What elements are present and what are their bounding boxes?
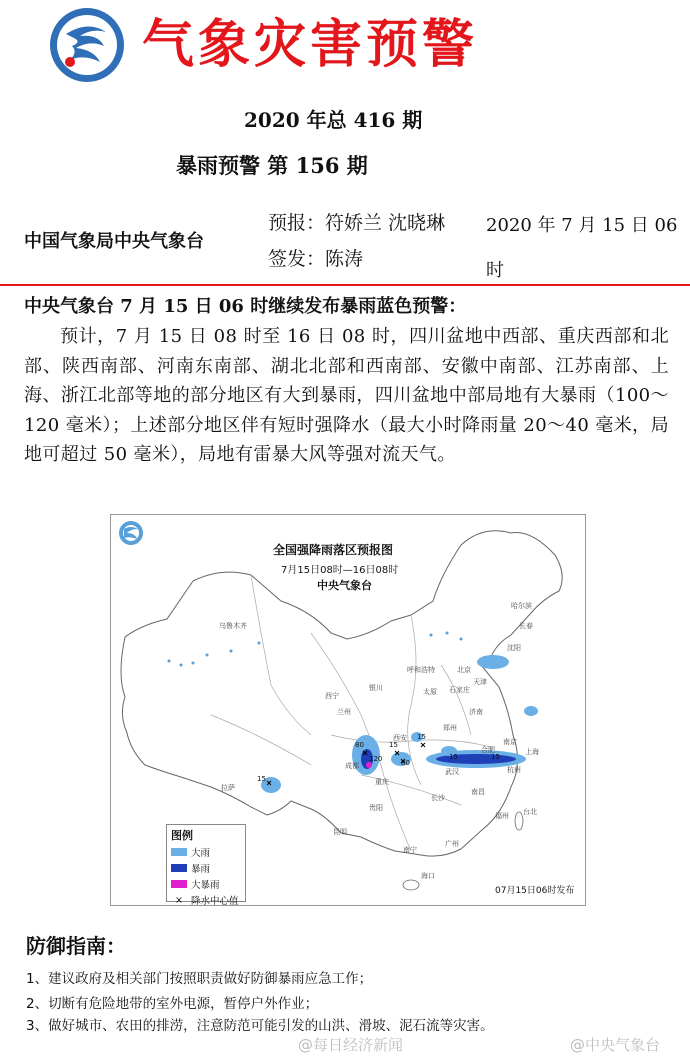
place-label: 郑州 (443, 724, 457, 732)
legend-item: 暴雨 (171, 861, 241, 875)
place-label: 成都 (345, 762, 359, 770)
place-label: 武汉 (445, 768, 459, 776)
place-label: 兰州 (337, 708, 351, 716)
place-label: 天津 (473, 678, 487, 686)
center-value: 15 (491, 753, 500, 761)
place-label: 贵阳 (369, 804, 383, 812)
guidance-item: 3、做好城市、农田的排涝，注意防范可能引发的山洪、滑坡、泥石流等灾害。 (26, 1018, 494, 1034)
place-label: 合肥 (481, 746, 495, 754)
place-label: 重庆 (375, 778, 389, 786)
center-value: 120 (369, 755, 383, 763)
cma-logo-icon (48, 6, 126, 84)
guidance-item: 1、建议政府及相关部门按照职责做好防御暴雨应急工作； (26, 971, 373, 987)
place-label: 太原 (423, 688, 437, 696)
center-value: 15 (389, 741, 398, 749)
watermark: @中央气象台 (570, 1036, 661, 1054)
place-label: 哈尔滨 (511, 602, 532, 610)
place-label: 呼和浩特 (407, 666, 435, 674)
place-label: 福州 (495, 812, 509, 820)
legend-item: 大暴雨 (171, 877, 241, 891)
place-label: 长沙 (431, 794, 445, 802)
place-label: 石家庄 (449, 686, 470, 694)
issuing-agency: 中国气象局中央气象台 (24, 231, 204, 252)
forecaster-line: 预报：符娇兰 沈晓琳 (268, 212, 446, 234)
place-label: 西宁 (325, 692, 339, 700)
place-label: 济南 (469, 708, 483, 716)
place-label: 拉萨 (221, 784, 235, 792)
guidance-heading: 防御指南： (26, 934, 126, 958)
header-divider (0, 284, 690, 286)
legend-title: 图例 (171, 829, 193, 842)
place-label: 杭州 (507, 766, 521, 774)
center-value: 15 (417, 733, 426, 741)
map-publish-time: 07月15日06时发布 (495, 886, 575, 896)
bulletin-lead: 中央气象台 7 月 15 日 06 时继续发布暴雨蓝色预警： (24, 296, 467, 317)
place-label: 北京 (457, 666, 471, 674)
place-label: 广州 (445, 840, 459, 848)
place-label: 乌鲁木齐 (219, 622, 247, 630)
center-value: 80 (355, 741, 364, 749)
watermark: @每日经济新闻 (298, 1036, 404, 1054)
map-legend (166, 824, 246, 907)
map-source: 中央气象台 (317, 579, 372, 592)
center-value: 15 (257, 775, 266, 783)
warning-banner-title: 气象灾害预警 (142, 14, 479, 75)
issue-number: 2020 年总 416 期 (244, 108, 423, 132)
place-label: 南昌 (471, 788, 485, 796)
place-label: 台北 (523, 808, 537, 816)
warning-number: 暴雨预警 第 156 期 (176, 153, 368, 178)
center-value: 15 (449, 753, 458, 761)
place-label: 西安 (393, 734, 407, 742)
map-title: 全国强降雨落区预报图 (273, 543, 394, 557)
legend-item: × 降水中心值 (171, 893, 241, 907)
signer-line: 签发：陈涛 (268, 248, 364, 270)
place-label: 长春 (519, 622, 533, 630)
place-label: 上海 (525, 748, 539, 756)
place-label: 银川 (369, 684, 383, 692)
guidance-item: 2、切断有危险地带的室外电源，暂停户外作业； (26, 996, 319, 1012)
center-value: 80 (401, 759, 410, 767)
heavy-rain-swatch (171, 848, 187, 856)
rainstorm-swatch (171, 864, 187, 872)
place-label: 昆明 (333, 828, 347, 836)
bulletin-body: 预计，7 月 15 日 08 时至 16 日 08 时，四川盆地中西部、重庆西部和北部、陕西南部、河南东南部、湖北北部和西南部、安徽中南部、江苏南部、上海、浙江北部等地的部分地区有大到暴雨，四川盆地中部局地有大暴雨（100～120 毫米）；上述部分地区伴有短时强降水（最大小时降雨量 20～40 毫米，局地可超过 50 毫米），局地有雷暴大风等强对流天气。 (24, 326, 669, 465)
place-label: 海口 (421, 872, 435, 880)
place-label: 沈阳 (507, 644, 521, 652)
legend-item: 大雨 (171, 845, 241, 859)
place-label: 南宁 (403, 846, 417, 854)
issue-time: 2020 年 7 月 15 日 06 时 (486, 215, 678, 281)
heavy-rainstorm-swatch (171, 880, 187, 888)
place-label: 南京 (503, 738, 517, 746)
cross-icon: × (175, 894, 183, 906)
map-period: 7月15日08时—16日08时 (281, 565, 399, 576)
